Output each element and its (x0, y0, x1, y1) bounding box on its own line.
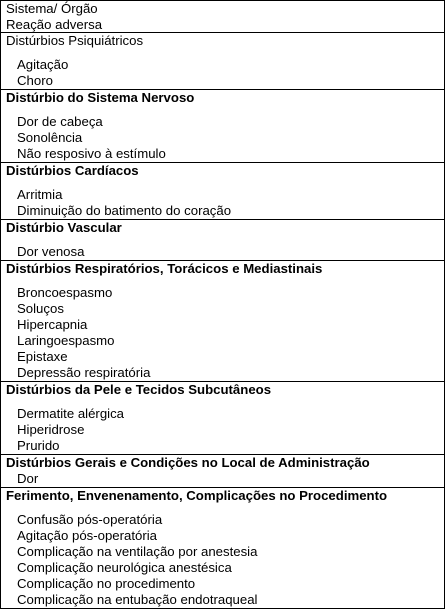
section-title: Distúrbios Gerais e Condições no Local de Administração (6, 455, 370, 470)
reaction-item: Sonolência (17, 130, 83, 145)
reaction-item: Epistaxe (17, 349, 68, 364)
section-spacer (6, 398, 444, 406)
section-title: Distúrbios Respiratórios, Torácicos e Mediastinais (6, 261, 323, 276)
reaction-item: Hiperidrose (17, 422, 85, 437)
section-1 (1, 90, 444, 163)
section-title: Ferimento, Envenenamento, Complicações no Procedimento (6, 488, 388, 503)
reaction-item: Laringoespasmo (17, 333, 115, 348)
reaction-item: Não resposivo à estímulo (17, 146, 166, 161)
reaction-item: Soluços (17, 301, 64, 316)
reaction-item: Dor (17, 471, 39, 486)
reaction-item: Confusão pós-operatória (17, 512, 163, 527)
reaction-item: Agitação pós-operatória (17, 528, 158, 543)
reaction-item: Arritmia (17, 187, 63, 202)
reaction-item: Dor venosa (17, 244, 85, 259)
section-spacer (6, 179, 444, 187)
section-title: Distúrbios da Pele e Tecidos Subcutâneos (6, 382, 272, 397)
section-title: Distúrbio Vascular (6, 220, 122, 235)
header-adverse-reaction: Reação adversa (6, 17, 103, 32)
section-spacer (6, 49, 444, 57)
reaction-item: Dermatite alérgica (17, 406, 125, 421)
section-spacer (6, 236, 444, 244)
reaction-list (6, 471, 444, 487)
section-2 (1, 163, 444, 220)
reaction-item: Complicação na entubação endotraqueal (17, 592, 258, 607)
reaction-list (6, 285, 444, 381)
reaction-item: Dor de cabeça (17, 114, 103, 129)
section-spacer (6, 277, 444, 285)
reaction-list (6, 187, 444, 219)
section-5 (1, 382, 444, 455)
reaction-list (6, 57, 444, 89)
reaction-item: Hipercapnia (17, 317, 88, 332)
reaction-item: Agitação (17, 57, 69, 72)
reaction-item: Diminuição do batimento do coração (17, 203, 232, 218)
section-6 (1, 455, 444, 488)
reaction-item: Complicação na ventilação por anestesia (17, 544, 258, 559)
section-spacer (6, 504, 444, 512)
reaction-item: Complicação neurológica anestésica (17, 560, 232, 575)
reaction-item: Depressão respiratória (17, 365, 151, 380)
reaction-list (6, 114, 444, 162)
section-title: Distúrbio do Sistema Nervoso (6, 90, 195, 105)
section-7 (1, 488, 444, 608)
section-spacer (6, 106, 444, 114)
reaction-item: Broncoespasmo (17, 285, 113, 300)
reaction-list (6, 512, 444, 608)
table-header (1, 1, 444, 33)
reaction-item: Complicação no procedimento (17, 576, 196, 591)
section-4 (1, 261, 444, 382)
reaction-list (6, 406, 444, 454)
section-title: Distúrbios Cardíacos (6, 163, 139, 178)
reaction-list (6, 244, 444, 260)
header-system-organ: Sistema/ Órgão (6, 1, 98, 16)
reaction-item: Choro (17, 73, 53, 88)
reaction-item: Prurido (17, 438, 60, 453)
section-3 (1, 220, 444, 261)
section-title: Distúrbios Psiquiátricos (6, 33, 144, 48)
section-0 (1, 33, 444, 90)
